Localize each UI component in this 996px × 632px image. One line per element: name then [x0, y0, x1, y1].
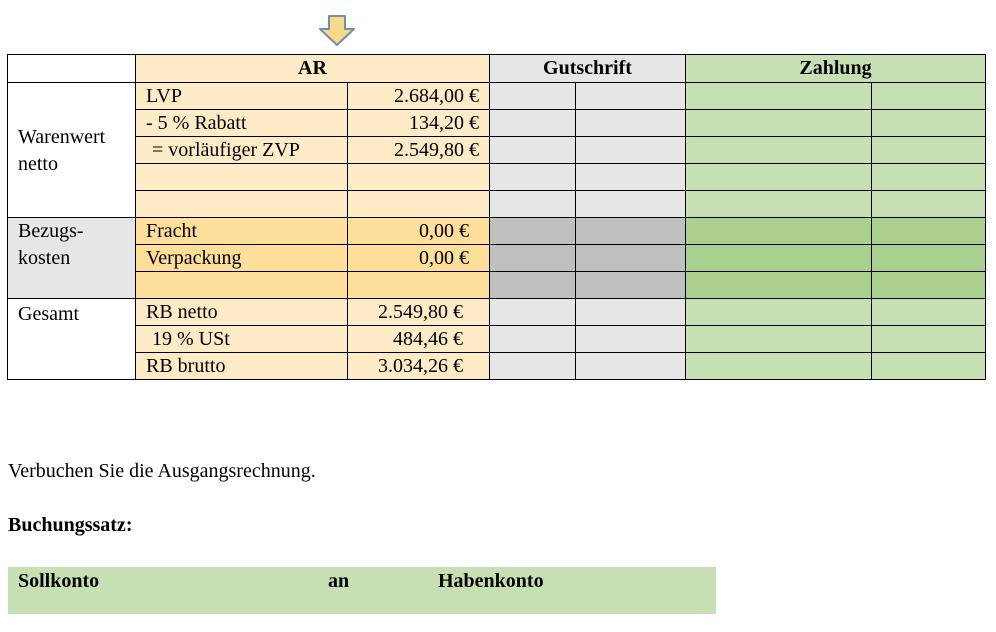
row-lvp [8, 83, 986, 110]
ar-empty-cell[interactable] [136, 191, 348, 218]
rb-netto-label: RB netto [136, 299, 348, 326]
zahlung-cell[interactable] [686, 191, 872, 218]
instruction-text: Verbuchen Sie die Ausgangsrechnung. [8, 460, 316, 482]
rb-brutto-value: 3.034,26 € [348, 353, 490, 380]
zahlung-cell[interactable] [686, 272, 872, 299]
group-gesamt-label: Gesamt [18, 303, 80, 325]
zvp-value: 2.549,80 € [348, 137, 490, 164]
zahlung-cell[interactable] [686, 110, 872, 137]
group-bezugskosten [8, 218, 136, 299]
lvp-value: 2.684,00 € [348, 83, 490, 110]
gutschrift-cell[interactable] [576, 83, 686, 110]
zahlung-cell[interactable] [686, 326, 872, 353]
gutschrift-cell[interactable] [576, 272, 686, 299]
fracht-value: 0,00 € [348, 218, 490, 245]
gutschrift-cell[interactable] [490, 110, 576, 137]
zvp-label: = vorläufiger ZVP [136, 137, 348, 164]
ar-empty-cell[interactable] [348, 272, 490, 299]
sollkonto-label: Sollkonto [18, 570, 100, 592]
booking-entry-box[interactable] [8, 567, 716, 614]
gutschrift-cell[interactable] [490, 191, 576, 218]
gutschrift-cell[interactable] [576, 299, 686, 326]
ar-empty-cell[interactable] [136, 272, 348, 299]
row-rabatt [8, 110, 986, 137]
verpackung-label: Verpackung [136, 245, 348, 272]
zahlung-cell[interactable] [872, 353, 986, 380]
gutschrift-cell[interactable] [490, 299, 576, 326]
rb-brutto-label: RB brutto [136, 353, 348, 380]
gutschrift-cell[interactable] [576, 218, 686, 245]
gutschrift-cell[interactable] [576, 137, 686, 164]
gutschrift-cell[interactable] [490, 272, 576, 299]
group-warenwert [8, 83, 136, 218]
row-ust [8, 326, 986, 353]
lvp-label: LVP [136, 83, 348, 110]
habenkonto-label: Habenkonto [438, 570, 544, 592]
zahlung-cell[interactable] [872, 218, 986, 245]
row-empty [8, 272, 986, 299]
calculation-table [7, 54, 986, 380]
zahlung-cell[interactable] [686, 299, 872, 326]
row-verpackung [8, 245, 986, 272]
zahlung-cell[interactable] [872, 110, 986, 137]
zahlung-cell[interactable] [872, 326, 986, 353]
zahlung-cell[interactable] [872, 299, 986, 326]
fracht-label: Fracht [136, 218, 348, 245]
ar-empty-cell[interactable] [348, 164, 490, 191]
ar-empty-cell[interactable] [136, 164, 348, 191]
down-arrow-icon [318, 15, 356, 47]
verpackung-value: 0,00 € [348, 245, 490, 272]
row-zvp [8, 137, 986, 164]
group-bezugskosten-label: Bezugs- kosten [18, 220, 84, 269]
gutschrift-cell[interactable] [576, 326, 686, 353]
header-gutschrift: Gutschrift [490, 55, 686, 83]
header-row [8, 55, 986, 83]
header-ar: AR [136, 55, 490, 83]
corner-cell [8, 55, 136, 83]
zahlung-cell[interactable] [872, 164, 986, 191]
row-rb-netto [8, 299, 986, 326]
ust-label: 19 % USt [136, 326, 348, 353]
gutschrift-cell[interactable] [576, 191, 686, 218]
zahlung-cell[interactable] [686, 353, 872, 380]
group-warenwert-label: Warenwert netto [18, 126, 106, 175]
zahlung-cell[interactable] [686, 218, 872, 245]
zahlung-cell[interactable] [872, 191, 986, 218]
zahlung-cell[interactable] [686, 83, 872, 110]
gutschrift-cell[interactable] [490, 245, 576, 272]
zahlung-cell[interactable] [686, 245, 872, 272]
zahlung-cell[interactable] [872, 137, 986, 164]
booking-heading: Buchungssatz: [8, 514, 133, 536]
zahlung-cell[interactable] [686, 137, 872, 164]
rabatt-value: 134,20 € [348, 110, 490, 137]
gutschrift-cell[interactable] [576, 245, 686, 272]
gutschrift-cell[interactable] [576, 110, 686, 137]
zahlung-cell[interactable] [872, 245, 986, 272]
row-empty [8, 191, 986, 218]
row-empty [8, 164, 986, 191]
zahlung-cell[interactable] [872, 83, 986, 110]
zahlung-cell[interactable] [686, 164, 872, 191]
gutschrift-cell[interactable] [576, 353, 686, 380]
group-gesamt [8, 299, 136, 380]
gutschrift-cell[interactable] [490, 326, 576, 353]
gutschrift-cell[interactable] [490, 218, 576, 245]
ust-value: 484,46 € [348, 326, 490, 353]
ar-empty-cell[interactable] [348, 191, 490, 218]
rabatt-label: - 5 % Rabatt [136, 110, 348, 137]
gutschrift-cell[interactable] [490, 137, 576, 164]
header-zahlung: Zahlung [686, 55, 986, 83]
gutschrift-cell[interactable] [490, 164, 576, 191]
row-rb-brutto [8, 353, 986, 380]
rb-netto-value: 2.549,80 € [348, 299, 490, 326]
zahlung-cell[interactable] [872, 272, 986, 299]
an-label: an [328, 570, 350, 592]
gutschrift-cell[interactable] [490, 83, 576, 110]
gutschrift-cell[interactable] [490, 353, 576, 380]
row-fracht [8, 218, 986, 245]
gutschrift-cell[interactable] [576, 164, 686, 191]
